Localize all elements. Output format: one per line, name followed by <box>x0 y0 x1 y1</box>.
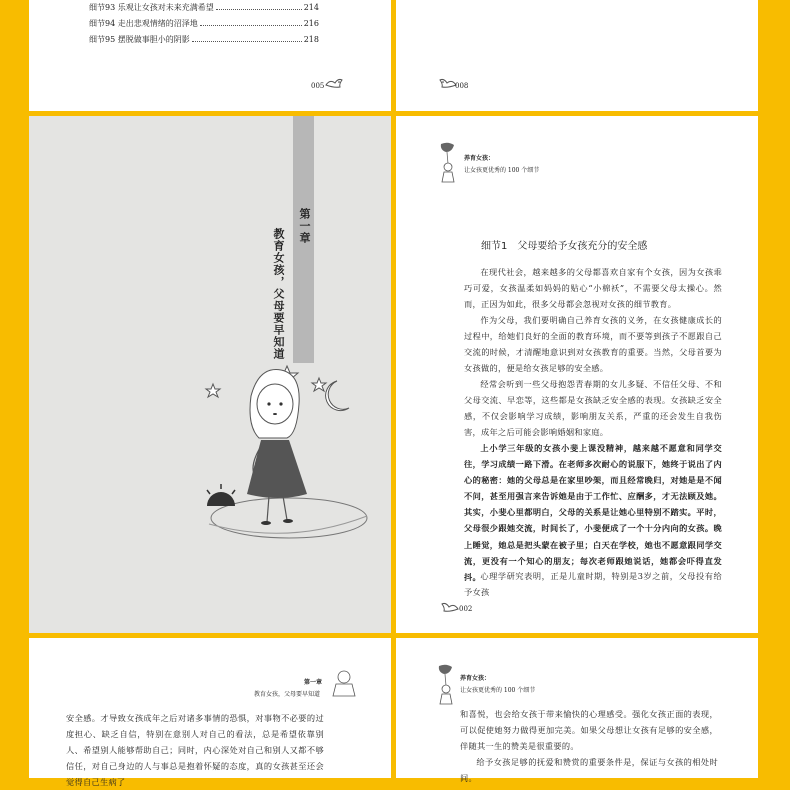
toc-row[interactable] <box>89 2 319 13</box>
book-series: 养育女孩： <box>464 155 495 162</box>
toc-leader <box>216 9 302 10</box>
toc-page: 218 <box>303 35 319 44</box>
chapter-opener-page <box>29 116 391 633</box>
toc-page-right <box>396 0 758 111</box>
toc-page: 216 <box>303 19 319 28</box>
toc-title: 乐观让女孩对未来充满希望 <box>117 3 214 12</box>
paragraph: 给予女孩足够的抚爱和赞赏的重要条件是，保证与女孩的相处时间。 <box>460 757 718 784</box>
paragraph: 作为父母，我们要明确自己养育女孩的义务，在女孩健康成长的过程中，给她们良好的全面的教育环境，而不要等到孩子不愿跟自己交流的时候，才清醒地意识到对女孩教育的重要。当然，父母首要为女孩做的，便是给女孩足够的安全感。 <box>464 315 722 374</box>
page-number: 005 <box>311 82 325 90</box>
page-number: 008 <box>455 82 469 90</box>
balloon-girl-icon <box>434 664 458 708</box>
chapter-number: 第一章 <box>298 208 311 244</box>
toc-leader <box>192 41 302 42</box>
chapter-title: 教育女孩，父母要早知道 <box>272 228 285 360</box>
book-subtitle: 让女孩更优秀的 100 个细节 <box>464 167 540 174</box>
book-series: 养育女孩： <box>460 675 491 682</box>
balloon-girl-icon <box>436 142 460 186</box>
toc-title: 摆脱做事胆小的阴影 <box>117 35 190 44</box>
paragraph: 安全感。才导致女孩成年之后对诸多事情的恐惧，对事物不必要的过度担心、缺乏自信，特别在意别人对自己的看法，总是希望依靠别人、希望别人能够帮助自己；同时，内心深处对自己和别人又都不够信任，对自己身边的人与事总是抱着怀疑的态度，真的女孩甚至还会觉得自己生病了 <box>66 713 324 788</box>
toc-title: 走出悲观情绪的沼泽地 <box>117 19 198 28</box>
continuation-page-right <box>396 638 758 784</box>
chapter-title-small: 教育女孩，父母要早知道 <box>254 691 321 698</box>
book-subtitle: 让女孩更优秀的 100 个细节 <box>460 687 536 694</box>
paragraph-quote: 上小学三年级的女孩小斐上课没精神，越来越不愿意和同学交往，学习成绩一路下滑。在老师多次耐心的说服下，她终于说出了内心的秘密：她的父母总是在家里吵架，而且经常晚归，对她是是不闻不问，甚至用强言来告诉她是由于工作忙、应酬多，才无法顾及她。其实，小斐心里都明白，父母的关系是让她心里特别不踏实。平时，父母很少跟她交流，时间长了，小斐便成了一个十分内向的女孩。晚上睡觉，她总是把头蒙在被子里；白天在学校，她也不愿意跟同学交流，更没有一个知心的朋友；每次老师跟她说话，她都会吓得直发抖。 <box>464 443 722 582</box>
girl-illustration <box>189 356 369 546</box>
continuation-page-left <box>29 638 391 788</box>
toc-label: 细节95 <box>89 35 116 44</box>
bird-icon <box>324 76 344 90</box>
toc-page-left <box>29 0 391 111</box>
paragraph: 在现代社会，越来越多的父母都喜欢自家有个女孩，因为女孩乖巧可爱，女孩温柔如妈妈的贴心“小棉袄”，不需要父母太操心。然而，正因为如此，很多父母都会忽视对女孩的细节教育。 <box>464 267 722 310</box>
toc-label: 细节94 <box>89 19 116 28</box>
bird-icon <box>440 600 460 614</box>
paragraph: 经常会听到一些父母抱怨青春期的女儿多疑、不信任父母、不和父母交流、早恋等，这些都是女孩缺乏安全感的表现。女孩缺乏安全感，不仅会影响学习成绩，影响朋友关系，严重的还会发生自我伤害，成年之后可能会影响婚姻和家庭。 <box>464 379 722 438</box>
paragraph: 和喜悦，也会给女孩于带来愉快的心理感受。强化女孩正面的表现，可以促使她努力做得更加完美。如果父母想让女孩有足够的安全感，伴随其一生的赞美是很重要的。 <box>460 709 718 752</box>
toc-page: 214 <box>303 3 319 12</box>
toc-row[interactable] <box>89 18 319 29</box>
toc-label: 细节93 <box>89 3 116 12</box>
page-number: 002 <box>459 605 473 613</box>
girl-sitting-icon <box>329 668 359 700</box>
paragraph: 心理学研究表明，正是儿童时期，特别是3岁之前，父母投有给予女孩 <box>464 571 722 598</box>
section-page <box>396 116 758 633</box>
toc-row[interactable] <box>89 34 319 45</box>
toc-leader <box>200 25 302 26</box>
section-heading: 细节1 父母要给予女孩充分的安全感 <box>481 241 648 252</box>
chapter-label: 第一章 <box>304 679 323 686</box>
